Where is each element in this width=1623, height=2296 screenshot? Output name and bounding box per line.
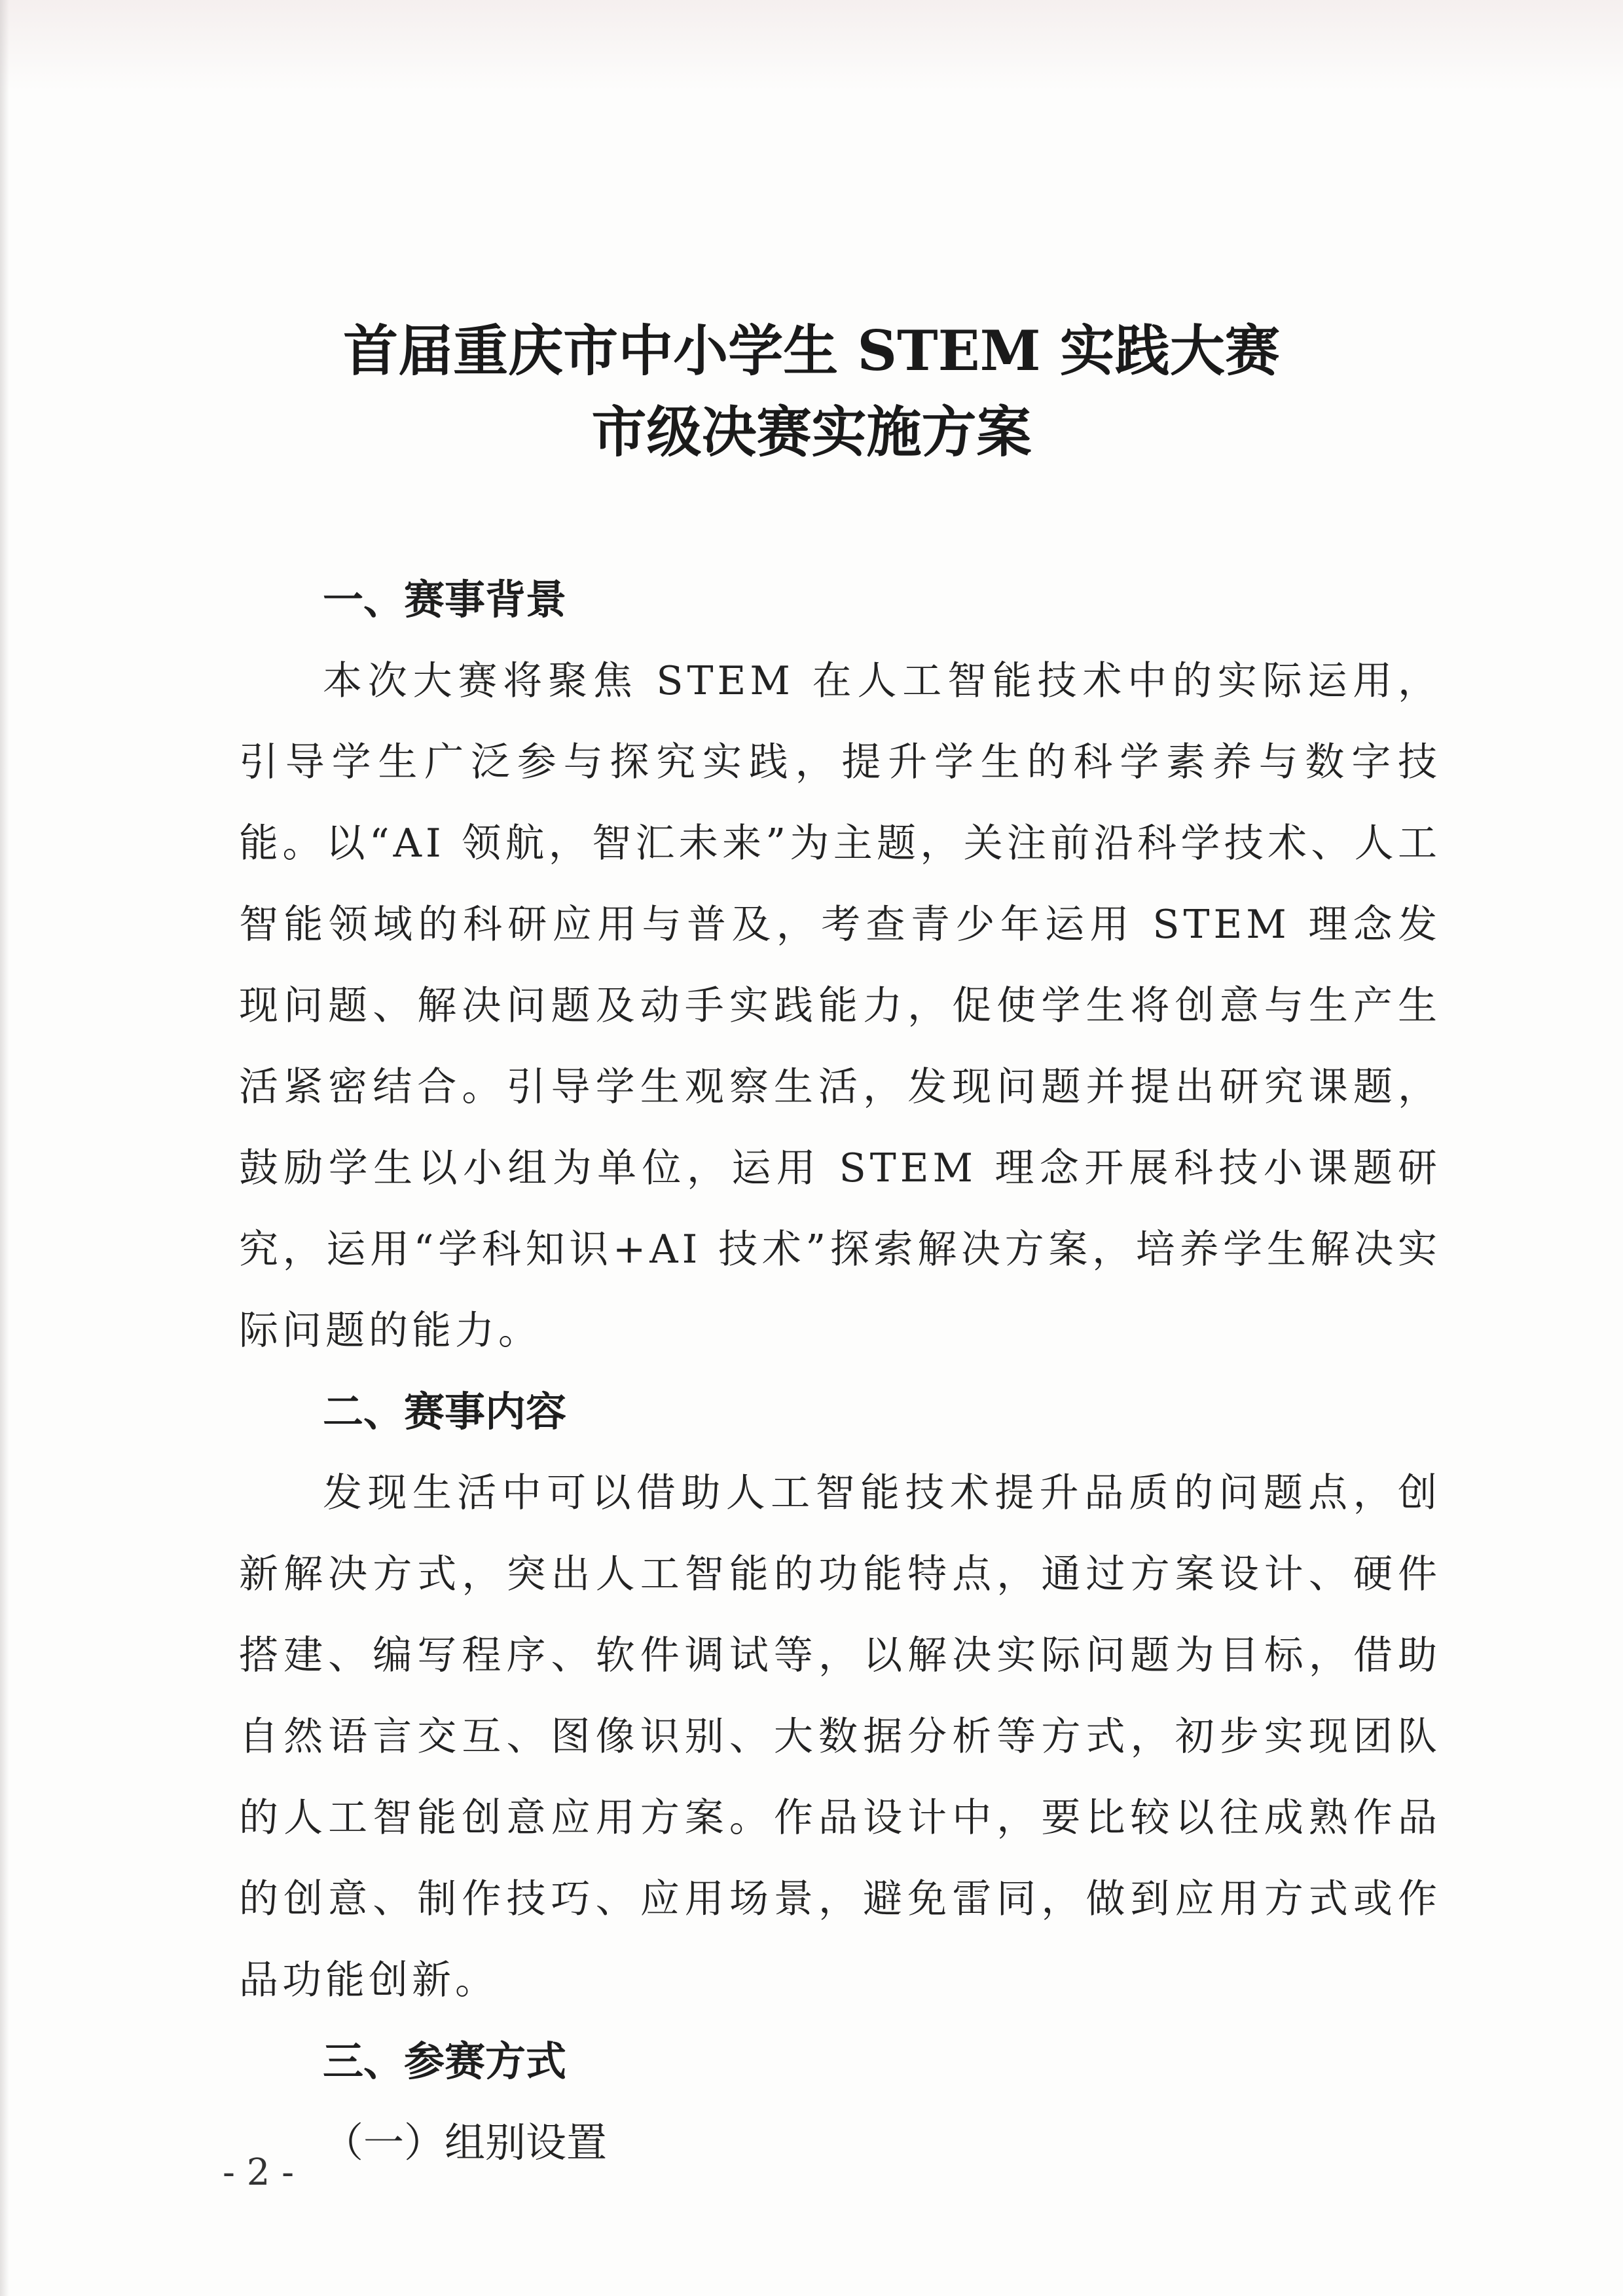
subsection-heading-groups: （一）组别设置 [323, 2119, 608, 2166]
section-paragraph-content: 发现生活中可以借助人工智能技术提升品质的问题点，创新解决方式，突出人工智能的功能特点，通过方案设计、硬件搭建、编写程序、软件调试等，以解决实际问题为目标，借助自然语言交互、图像识别、大数据分析等方式，初步实现团队的人工智能创意应用方案。作品设计中，要比较以往成熟作品的创意、制作技巧、应用场景，避免雷同，做到应用方式或作品功能创新。 [239, 1470, 1441, 2003]
section-heading-content: 二、赛事内容 [323, 1388, 567, 1435]
document-title-line1: 首届重庆市中小学生 STEM 实践大赛 [343, 318, 1280, 383]
section-heading-background: 一、赛事背景 [323, 576, 567, 623]
document-body [239, 559, 1441, 2183]
section-paragraph-background: 本次大赛将聚焦 STEM 在人工智能技术中的实际运用，引导学生广泛参与探究实践，提升学生的科学素养与数字技能。以“AI 领航，智汇未来”为主题，关注前沿科学技术、人工智能领域的科研应用与普及，考查青少年运用 STEM 理念发现问题、解决问题及动手实践能力，促使学生将创意与生产生活紧密结合。引导学生观察生活，发现问题并提出研究课题，鼓励学生以小组为单位，运用 STEM 理念开展科技小课题研究，运用“学科知识+AI 技术”探索解决方案，培养学生解决实际问题的能力。 [239, 658, 1441, 1354]
section-heading-participation: 三、参赛方式 [323, 2037, 567, 2085]
scan-shading [0, 0, 1623, 92]
document-title-line2: 市级决赛实施方案 [591, 399, 1032, 464]
page-number: - 2 - [223, 2151, 295, 2194]
